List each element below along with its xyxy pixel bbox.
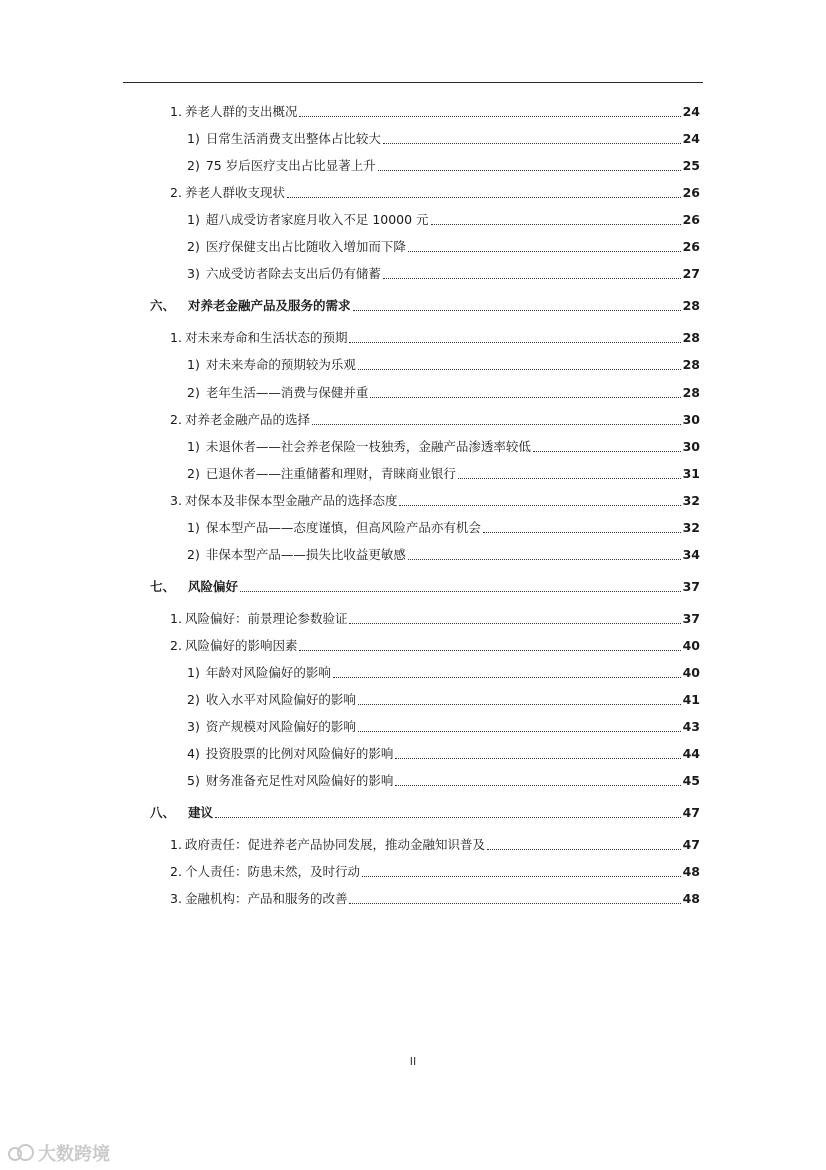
toc-entry-title: 对未来寿命的预期较为乐观 (205, 357, 356, 372)
toc-entry-page: 47 (682, 805, 700, 820)
toc-entry-number: 2) (187, 239, 200, 254)
toc-entry-level2[interactable] (170, 98, 700, 120)
toc-entry-level1[interactable] (150, 799, 700, 821)
toc-entry-level2[interactable] (170, 487, 700, 509)
toc-entry-page: 25 (682, 158, 700, 173)
toc-entry-number: 3. (170, 891, 182, 906)
toc-entry-number: 1. (170, 104, 182, 119)
toc-dot-leader (383, 143, 681, 144)
toc-entry-number: 2) (187, 158, 200, 173)
toc-dot-leader (349, 903, 680, 904)
toc-entry-number: 2. (170, 185, 182, 200)
toc-entry-title: 金融机构：产品和服务的改善 (184, 891, 348, 906)
toc-dot-leader (395, 785, 680, 786)
toc-dot-leader (370, 397, 680, 398)
toc-entry-level3[interactable] (187, 206, 700, 228)
toc-dot-leader (358, 731, 681, 732)
toc-entry-number: 2) (187, 547, 200, 562)
toc-dot-leader (383, 278, 681, 279)
toc-entry-number: 3) (187, 266, 200, 281)
toc-entry-title: 风险偏好：前景理论参数验证 (184, 611, 348, 626)
toc-entry-page: 40 (682, 638, 700, 653)
page-number: II (409, 1055, 417, 1068)
toc-entry-level3[interactable] (187, 460, 700, 482)
toc-entry-page: 48 (682, 891, 700, 906)
toc-dot-leader (299, 650, 680, 651)
toc-entry-level2[interactable] (170, 324, 700, 346)
toc-entry-level3[interactable] (187, 125, 700, 147)
toc-entry-number: 1) (187, 131, 200, 146)
watermark (8, 1140, 110, 1166)
toc-entry-number: 八、 (150, 805, 176, 820)
toc-entry-page: 44 (682, 746, 700, 761)
toc-dot-leader (349, 342, 680, 343)
toc-entry-number: 1. (170, 611, 182, 626)
toc-entry-level2[interactable] (170, 605, 700, 627)
toc-entry-title: 六成受访者除去支出后仍有储蓄 (205, 266, 381, 281)
toc-entry-title: 投资股票的比例对风险偏好的影响 (205, 746, 394, 761)
toc-entry-level2[interactable] (170, 885, 700, 907)
watermark-text: 大数跨境 (38, 1144, 110, 1165)
toc-entry-number: 1) (187, 212, 200, 227)
toc-entry-number: 3. (170, 493, 182, 508)
toc-entry-level3[interactable] (187, 260, 700, 282)
toc-dot-leader (358, 704, 681, 705)
toc-dot-leader (399, 505, 680, 506)
toc-entry-number: 1) (187, 665, 200, 680)
toc-entry-page: 48 (682, 864, 700, 879)
toc-entry-page: 31 (682, 466, 700, 481)
toc-entry-title: 收入水平对风险偏好的影响 (205, 692, 356, 707)
toc-entry-title: 风险偏好 (188, 579, 239, 594)
toc-entry-page: 28 (682, 330, 700, 345)
toc-entry-number: 3) (187, 719, 200, 734)
toc-entry-level3[interactable] (187, 514, 700, 536)
toc-entry-number: 4) (187, 746, 200, 761)
toc-entry-level1[interactable] (150, 292, 700, 314)
toc-entry-title: 对未来寿命和生活状态的预期 (184, 330, 348, 345)
toc-entry-page: 37 (682, 579, 700, 594)
toc-entry-page: 47 (682, 837, 700, 852)
toc-entry-level2[interactable] (170, 831, 700, 853)
toc-entry-page: 32 (682, 520, 700, 535)
toc-entry-number: 2) (187, 466, 200, 481)
toc-entry-number: 1) (187, 520, 200, 535)
toc-entry-level2[interactable] (170, 406, 700, 428)
toc-entry-level2[interactable] (170, 179, 700, 201)
toc-entry-page: 30 (682, 412, 700, 427)
toc-entry-number: 2) (187, 385, 200, 400)
toc-dot-leader (215, 817, 681, 818)
toc-dot-leader (408, 559, 681, 560)
toc-entry-page: 37 (682, 611, 700, 626)
toc-dot-leader (299, 116, 680, 117)
toc-dot-leader (395, 758, 680, 759)
toc-entry-title: 资产规模对风险偏好的影响 (205, 719, 356, 734)
toc-dot-leader (408, 251, 681, 252)
toc-entry-title: 已退休者——注重储蓄和理财，青睐商业银行 (205, 466, 456, 481)
toc-entry-title: 未退休者——社会养老保险一枝独秀，金融产品渗透率较低 (205, 439, 531, 454)
toc-dot-leader (312, 424, 681, 425)
toc-entry-title: 日常生活消费支出整体占比较大 (205, 131, 381, 146)
toc-dot-leader (431, 224, 681, 225)
toc-entry-title: 医疗保健支出占比随收入增加而下降 (205, 239, 406, 254)
toc-entry-level3[interactable] (187, 767, 700, 789)
toc-entry-number: 2. (170, 638, 182, 653)
toc-entry-title: 对养老金融产品及服务的需求 (188, 298, 351, 313)
toc-entry-page: 28 (682, 298, 700, 313)
toc-dot-leader (362, 876, 681, 877)
toc-entry-title: 超八成受访者家庭月收入不足 10000 元 (205, 212, 429, 227)
toc-entry-title: 建议 (188, 805, 214, 820)
toc-entry-title: 年龄对风险偏好的影响 (205, 665, 331, 680)
toc-entry-number: 1. (170, 837, 182, 852)
toc-entry-title: 养老人群的支出概况 (184, 104, 298, 119)
toc-entry-level3[interactable] (187, 541, 700, 563)
toc-entry-page: 32 (682, 493, 700, 508)
toc-entry-level3[interactable] (187, 659, 700, 681)
toc-entry-page: 28 (682, 357, 700, 372)
toc-entry-title: 老年生活——消费与保健并重 (205, 385, 369, 400)
toc-entry-level2[interactable] (170, 858, 700, 880)
toc-entry-page: 27 (682, 266, 700, 281)
toc-entry-title: 财务准备充足性对风险偏好的影响 (205, 773, 394, 788)
toc-entry-title: 对保本及非保本型金融产品的选择态度 (184, 493, 398, 508)
toc-dot-leader (333, 677, 681, 678)
toc-entry-level3[interactable] (187, 351, 700, 373)
toc-entry-number: 2. (170, 412, 182, 427)
toc-dot-leader (287, 197, 681, 198)
toc-dot-leader (378, 170, 681, 171)
toc-dot-leader (358, 369, 681, 370)
toc-entry-page: 30 (682, 439, 700, 454)
toc-entry-level3[interactable] (187, 713, 700, 735)
toc-entry-title: 保本型产品——态度谨慎，但高风险产品亦有机会 (205, 520, 481, 535)
toc-entry-title: 风险偏好的影响因素 (184, 638, 298, 653)
toc-entry-page: 24 (682, 104, 700, 119)
toc-entry-title: 75 岁后医疗支出占比显著上升 (205, 158, 376, 173)
toc-entry-page: 24 (682, 131, 700, 146)
toc-entry-level3[interactable] (187, 379, 700, 401)
toc-entry-number: 2) (187, 692, 200, 707)
toc-entry-page: 41 (682, 692, 700, 707)
toc-entry-page: 34 (682, 547, 700, 562)
toc-entry-level3[interactable] (187, 686, 700, 708)
toc-dot-leader (458, 478, 681, 479)
toc-dot-leader (487, 849, 681, 850)
toc-entry-page: 26 (682, 239, 700, 254)
toc-entry-level3[interactable] (187, 740, 700, 762)
toc-entry-number: 1) (187, 439, 200, 454)
header-rule (123, 82, 703, 83)
toc-entry-page: 26 (682, 185, 700, 200)
watermark-logo-icon (8, 1143, 34, 1163)
toc-entry-page: 45 (682, 773, 700, 788)
toc-entry-number: 5) (187, 773, 200, 788)
toc-dot-leader (353, 310, 681, 311)
toc-entry-number: 1) (187, 357, 200, 372)
toc-dot-leader (349, 623, 680, 624)
toc-entry-page: 28 (682, 385, 700, 400)
toc-entry-page: 43 (682, 719, 700, 734)
toc-entry-level3[interactable] (187, 233, 700, 255)
toc-entry-level2[interactable] (170, 632, 700, 654)
toc-entry-page: 40 (682, 665, 700, 680)
toc-entry-level1[interactable] (150, 573, 700, 595)
toc-dot-leader (533, 451, 681, 452)
toc-entry-number: 七、 (150, 579, 176, 594)
toc-entry-title: 非保本型产品——损失比收益更敏感 (205, 547, 406, 562)
toc-entry-level3[interactable] (187, 152, 700, 174)
toc-entry-title: 政府责任：促进养老产品协同发展，推动金融知识普及 (184, 837, 485, 852)
toc-dot-leader (240, 591, 681, 592)
toc-entry-number: 1. (170, 330, 182, 345)
toc-entry-page: 26 (682, 212, 700, 227)
toc-entry-number: 2. (170, 864, 182, 879)
toc-entry-title: 个人责任：防患未然，及时行动 (184, 864, 360, 879)
toc-entry-title: 对养老金融产品的选择 (184, 412, 310, 427)
toc-entry-title: 养老人群收支现状 (184, 185, 285, 200)
toc-entry-number: 六、 (150, 298, 176, 313)
toc-entry-level3[interactable] (187, 433, 700, 455)
toc-dot-leader (483, 532, 681, 533)
